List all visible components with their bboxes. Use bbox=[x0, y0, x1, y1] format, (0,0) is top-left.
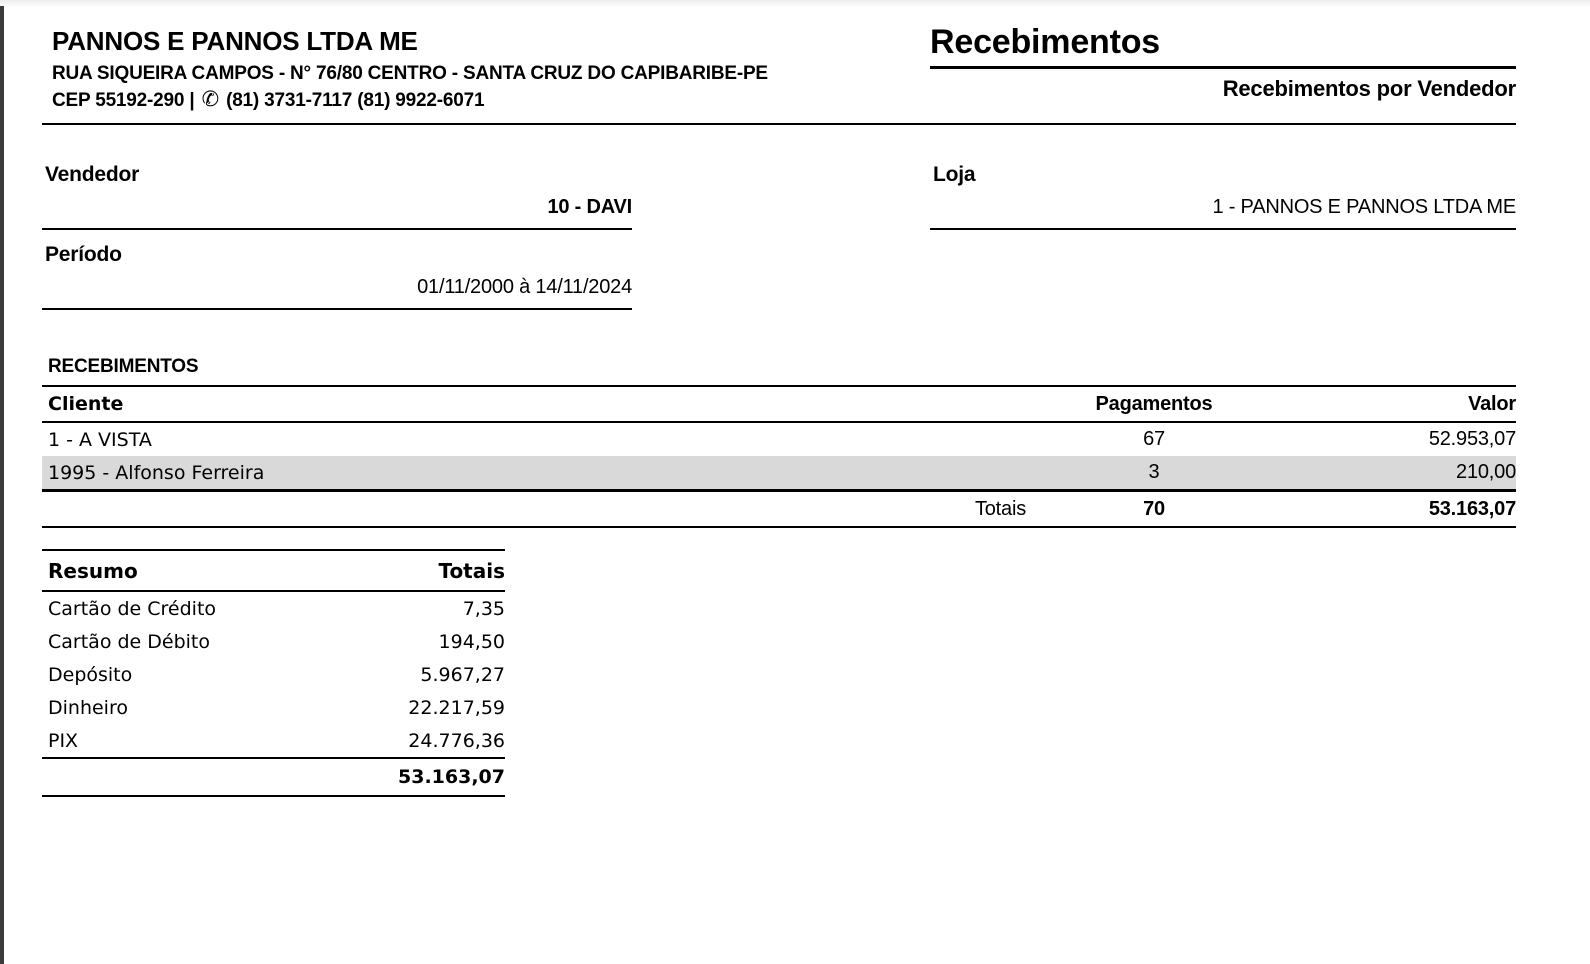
recebimentos-section bbox=[42, 355, 1516, 528]
company-cep: CEP 55192-290 | bbox=[52, 90, 195, 111]
field-vendedor bbox=[42, 162, 632, 230]
recebimentos-totals-row bbox=[42, 489, 1516, 528]
resumo-row-label: PIX bbox=[48, 729, 79, 752]
column-header-pagamentos: Pagamentos bbox=[1095, 392, 1213, 415]
cell-pagamentos: 3 bbox=[1148, 461, 1160, 483]
loja-label: Loja bbox=[933, 163, 976, 186]
page-top-fade bbox=[0, 0, 1590, 7]
resumo-total-valor: 53.163,07 bbox=[398, 766, 505, 788]
resumo-row bbox=[42, 724, 505, 757]
cell-cliente: 1 - A VISTA bbox=[48, 428, 152, 451]
cell-valor: 210,00 bbox=[1456, 461, 1516, 483]
resumo-header bbox=[42, 549, 505, 592]
resumo-table bbox=[42, 549, 505, 797]
report-header bbox=[930, 22, 1516, 102]
column-header-valor: Valor bbox=[1468, 392, 1516, 415]
resumo-header-label: Resumo bbox=[48, 558, 138, 583]
resumo-row-valor: 7,35 bbox=[462, 597, 505, 620]
vendedor-label: Vendedor bbox=[45, 163, 140, 186]
totals-pagamentos: 70 bbox=[1143, 497, 1165, 520]
table-row bbox=[42, 456, 1516, 489]
field-loja bbox=[930, 162, 1516, 230]
resumo-row-label: Depósito bbox=[48, 663, 133, 686]
report-title: Recebimentos bbox=[930, 23, 1161, 61]
company-phones: (81) 3731-7117 (81) 9922-6071 bbox=[226, 90, 485, 111]
cell-cliente: 1995 - Alfonso Ferreira bbox=[48, 461, 265, 484]
cell-pagamentos: 67 bbox=[1143, 428, 1165, 450]
resumo-row-valor: 24.776,36 bbox=[408, 729, 505, 752]
page-left-edge bbox=[0, 6, 4, 964]
recebimentos-section-title: RECEBIMENTOS bbox=[48, 356, 199, 377]
totals-valor: 53.163,07 bbox=[1428, 497, 1516, 520]
resumo-header-totais: Totais bbox=[438, 558, 505, 583]
resumo-row bbox=[42, 625, 505, 658]
totals-label: Totais bbox=[974, 497, 1026, 520]
field-periodo bbox=[42, 242, 632, 310]
resumo-row-label: Cartão de Débito bbox=[48, 630, 211, 653]
header-divider bbox=[42, 123, 1516, 125]
resumo-row bbox=[42, 592, 505, 625]
loja-value: 1 - PANNOS E PANNOS LTDA ME bbox=[1212, 196, 1516, 218]
company-contact-line bbox=[52, 88, 768, 113]
resumo-row-valor: 194,50 bbox=[438, 630, 505, 653]
column-header-cliente: Cliente bbox=[48, 393, 124, 415]
company-header bbox=[52, 26, 768, 113]
resumo-row-label: Dinheiro bbox=[48, 696, 128, 719]
table-row bbox=[42, 423, 1516, 456]
resumo-row-valor: 22.217,59 bbox=[408, 696, 505, 719]
report-title-divider bbox=[930, 66, 1516, 69]
report-subtitle: Recebimentos por Vendedor bbox=[1222, 76, 1516, 101]
cell-valor: 52.953,07 bbox=[1428, 428, 1516, 450]
phone-icon: ✆ bbox=[201, 88, 219, 111]
company-name: PANNOS E PANNOS LTDA ME bbox=[52, 26, 418, 56]
company-address: RUA SIQUEIRA CAMPOS - N° 76/80 CENTRO - SANTA CRUZ DO CAPIBARIBE-PE bbox=[52, 63, 768, 84]
periodo-label: Período bbox=[45, 243, 122, 266]
recebimentos-table bbox=[42, 385, 1516, 528]
resumo-row bbox=[42, 658, 505, 691]
vendedor-value: 10 - DAVI bbox=[547, 196, 632, 218]
resumo-row-label: Cartão de Crédito bbox=[48, 597, 217, 620]
resumo-total-row bbox=[42, 757, 505, 797]
periodo-value: 01/11/2000 à 14/11/2024 bbox=[417, 276, 632, 298]
resumo-row bbox=[42, 691, 505, 724]
resumo-row-valor: 5.967,27 bbox=[420, 663, 505, 686]
recebimentos-table-header bbox=[42, 387, 1516, 423]
